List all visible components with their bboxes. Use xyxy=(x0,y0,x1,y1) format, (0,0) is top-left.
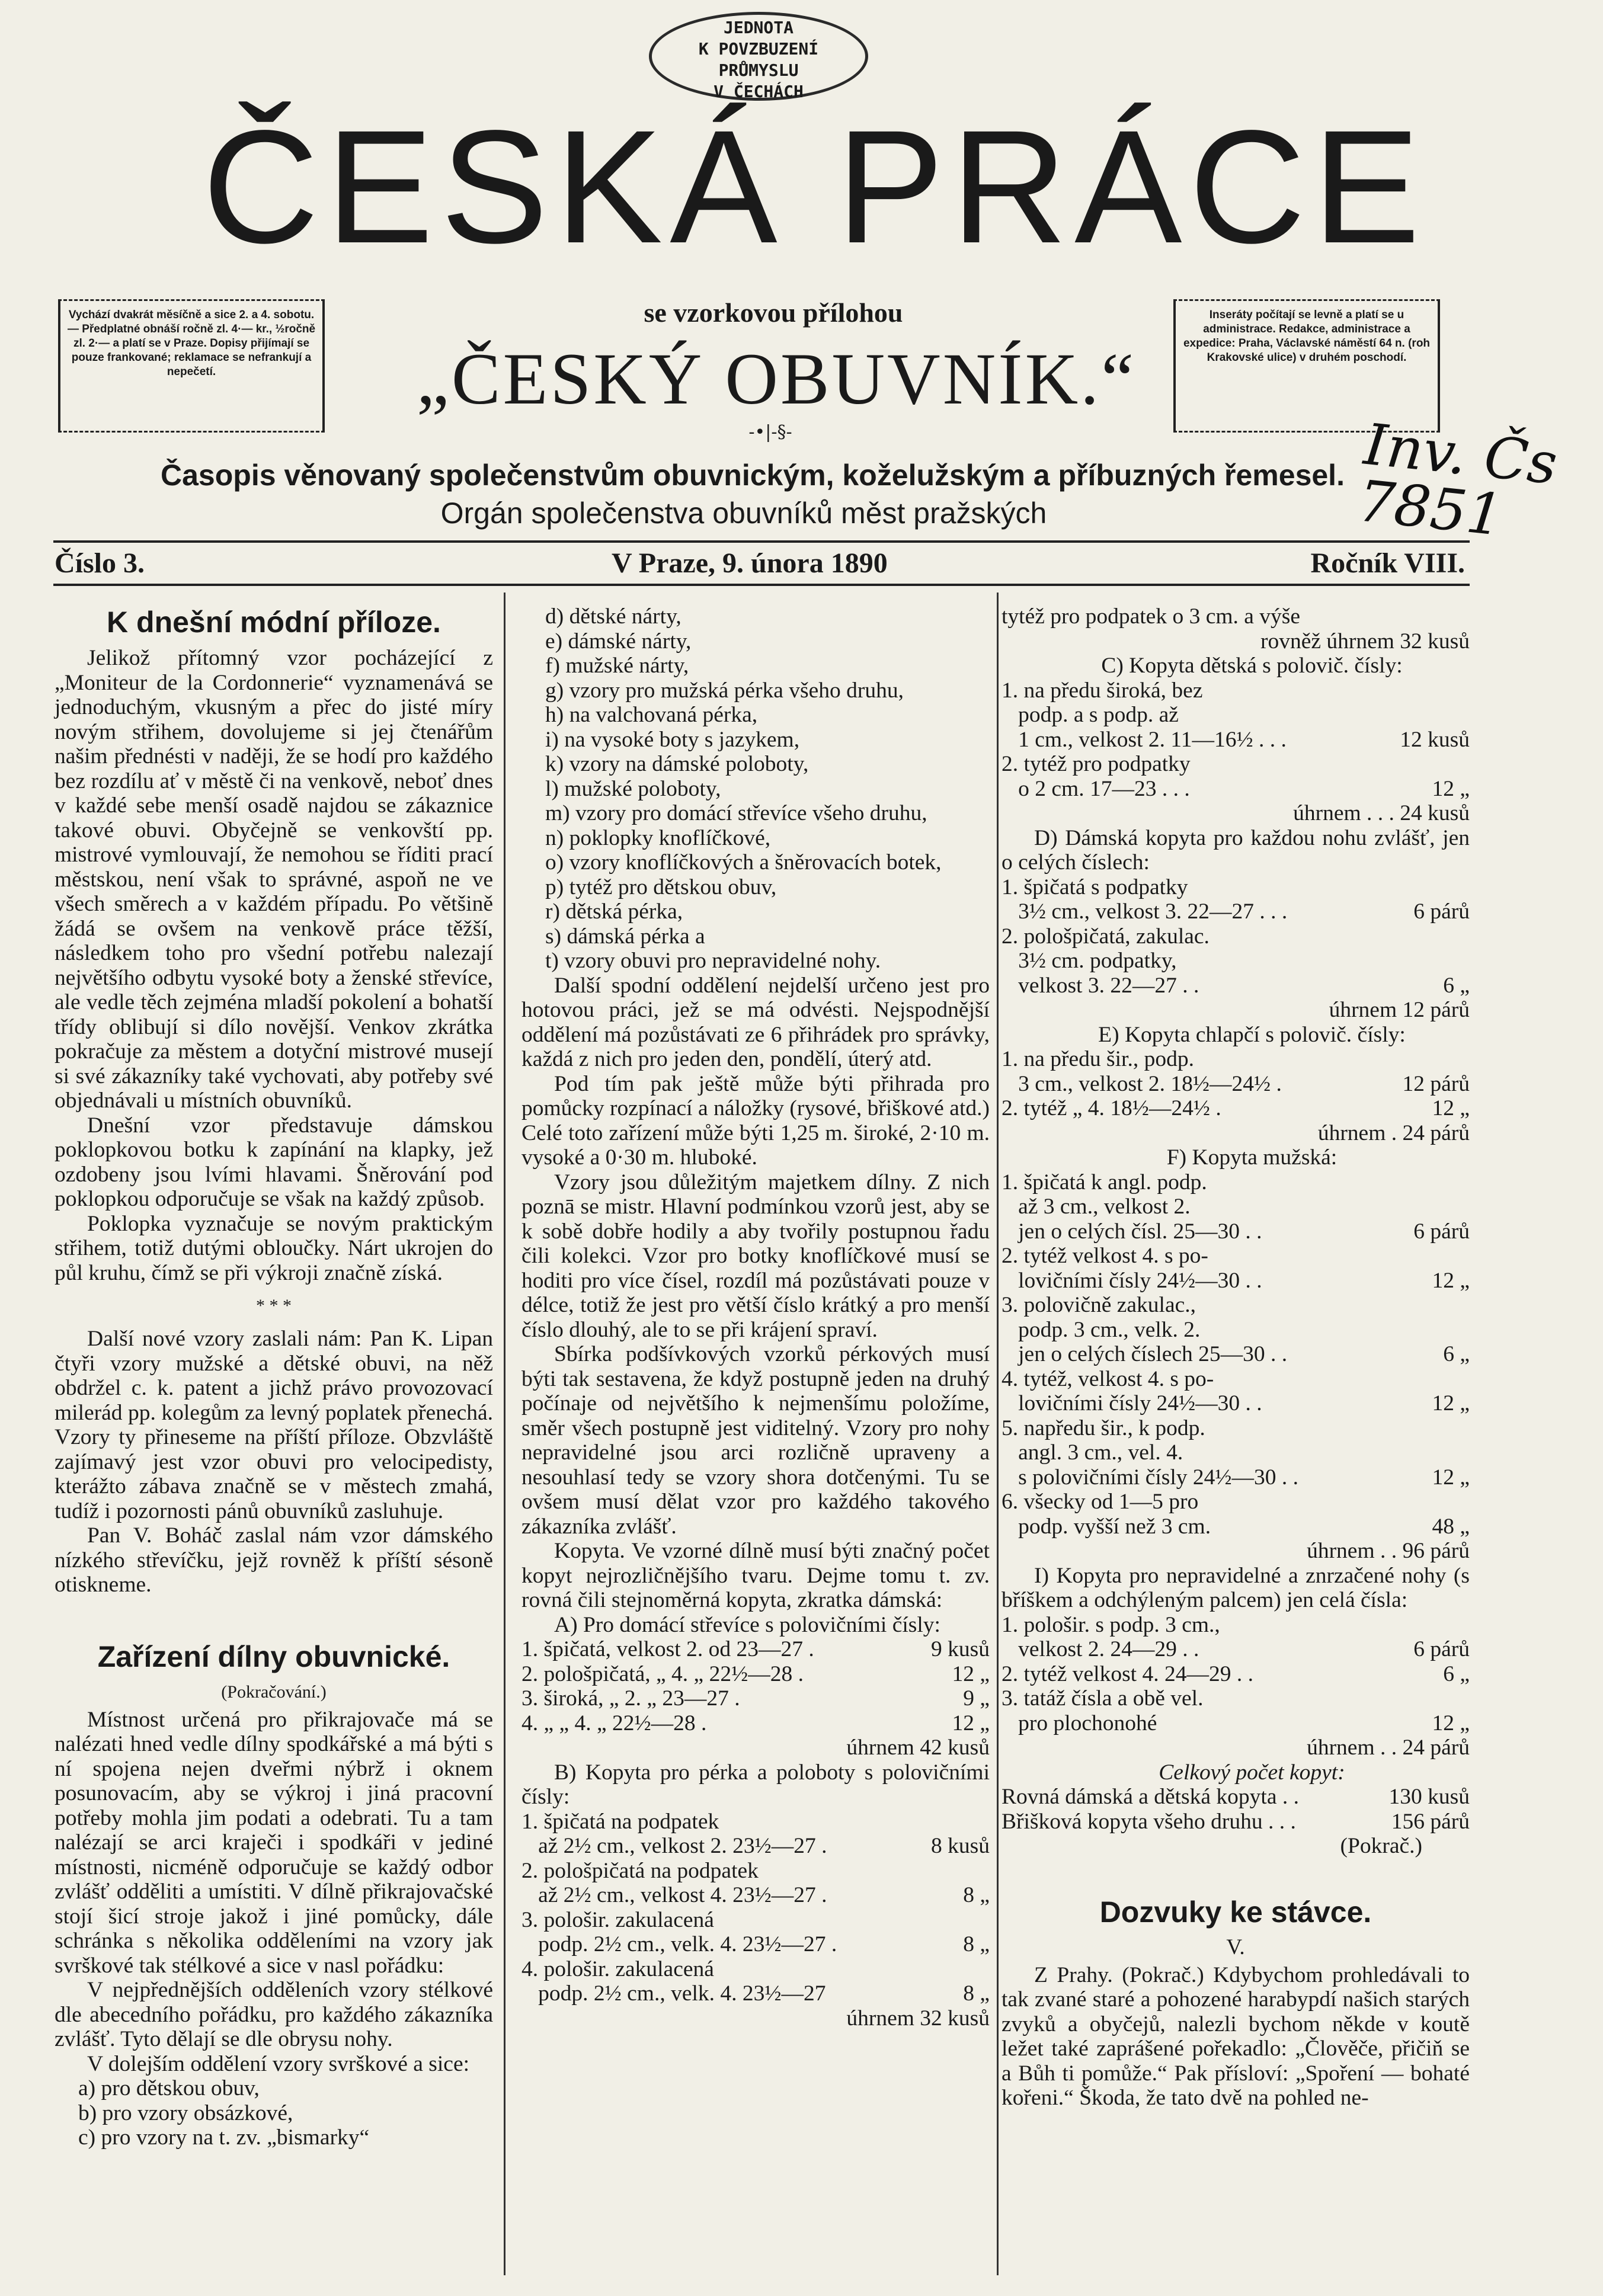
row-quantity xyxy=(1387,1047,1470,1072)
row-quantity xyxy=(1387,924,1470,949)
paragraph: Poklopka vyznačuje se novým praktickým střihem, totiž dutými obloučky. Nárt ukrojen do půl kruhu, čímž se při výkroji značně získá. xyxy=(55,1211,493,1285)
table-row xyxy=(1002,1391,1470,1416)
b-continuation-total: rovněž úhrnem 32 kusů xyxy=(1260,629,1470,654)
issue-year: Ročník VIII. xyxy=(1310,547,1465,579)
row-quantity: 12 párů xyxy=(1402,1071,1470,1096)
row-quantity: 12 „ xyxy=(1432,1711,1470,1735)
paragraph: V dolejším oddělení vzory svrškové a sice: xyxy=(87,2051,470,2076)
total-c: úhrnem . . . 24 kusů xyxy=(1293,801,1470,825)
list-item: a) pro dětskou obuv, xyxy=(78,2076,260,2100)
row-label: velkost 2. 24—29 . . xyxy=(1002,1637,1199,1661)
row-quantity xyxy=(1387,1416,1470,1441)
row-label: 1. špičatá, velkost 2. od 23—27 . xyxy=(521,1637,814,1661)
row-label: 3. tatáž čísla a obě vel. xyxy=(1002,1686,1204,1711)
row-label: angl. 3 cm., vel. 4. xyxy=(1002,1440,1183,1465)
library-stamp xyxy=(649,12,868,101)
b-continuation: tytéž pro podpatek o 3 cm. a výše xyxy=(1002,604,1301,629)
paragraph: Dnešní vzor představuje dámskou poklopkovou botku k zapínání na klapky, jež ozdobeny jsou lvími hlavami. Šněrování pod poklopkou odporučuje se však na každý způsob. xyxy=(55,1113,493,1211)
table-row xyxy=(1002,703,1470,728)
article-heading-strike: Dozvuky ke stávce. xyxy=(1099,1895,1372,1929)
row-label: 1. pološir. s podp. 3 cm., xyxy=(1002,1612,1220,1637)
column-2 xyxy=(521,604,990,2031)
masthead-title: ČESKÁ PRÁCE xyxy=(202,97,1428,277)
row-quantity: 130 kusů xyxy=(1388,1785,1470,1809)
paragraph: Vzory jsou důležitým majetkem dílny. Z nich poznā se mistr. Hlavní podmínkou vzorů jest, aby se k sobě dobře hodily a aby tvořily postupnou řadu čili kolekci. Vzor pro botky knoflíčkové musí se hoditi pro více čísel, rozdíl má pozůstávati pouze v délce, totiž že jest pro větší číslo krátký a pro menší číslo dlouhý, ale to se při krájení spraví. xyxy=(521,1170,990,1342)
row-quantity xyxy=(1387,1293,1470,1318)
paragraph: Další spodní oddělení nejdelší určeno jest pro hotovou práci, jež se má odvésti. Nejspodnější oddělení má pozůstávati ze 6 přihrádek pro správky, každá z nich pro jeden den, pondělí, úterý atd. xyxy=(521,973,990,1071)
row-label: 2. pološpičatá na podpatek xyxy=(521,1858,759,1883)
table-row xyxy=(521,1932,990,1957)
row-quantity xyxy=(1387,1613,1470,1638)
table-row xyxy=(1002,1686,1470,1711)
row-quantity: 6 párů xyxy=(1413,899,1470,924)
total-b: úhrnem 32 kusů xyxy=(846,2006,990,2031)
list-item: l) mužské poloboty, xyxy=(545,776,721,801)
row-label: až 2½ cm., velkost 2. 23½—27 . xyxy=(521,1834,827,1858)
row-quantity: 12 „ xyxy=(1432,1391,1470,1416)
tagline: Časopis věnovaný společenstvům obuvnickým, koželužským a příbuzných řemesel. xyxy=(161,459,1345,492)
row-quantity: 9 „ xyxy=(963,1686,990,1711)
row-label: 1. na předu šir., podp. xyxy=(1002,1047,1194,1071)
stamp-line-3: PRŮMYSLU xyxy=(718,60,799,80)
issue-place-date: V Praze, 9. února 1890 xyxy=(612,547,888,579)
table-row xyxy=(1002,949,1470,974)
table-row xyxy=(1002,728,1470,752)
column-1 xyxy=(55,604,493,2150)
table-row xyxy=(521,1662,990,1687)
ornament-divider: -•|-§- xyxy=(748,422,792,443)
paragraph: Pan V. Boháč zaslal nám vzor dámského nízkého střevíčku, jejž rovněž k příští sésoně otiskneme. xyxy=(55,1523,493,1597)
row-label: velkost 3. 22—27 . . xyxy=(1002,973,1199,998)
list-item: b) pro vzory obsázkové, xyxy=(78,2100,293,2125)
paragraph: Z Prahy. (Pokrač.) Kdybychom prohledávali to tak zvané staré a pohozené harabурdí našich starých zvyků a obyčejů, nalezli bychom někde v koutě ležet také zaprášené pořekadlo: „Člověče, přičiň se a Bůh ti pomůže.“ Pak přísloví: „Spoření — bohaté kořeni.“ Škoda, že tato dvě na pohled ne- xyxy=(1002,1962,1470,2110)
row-quantity: 12 „ xyxy=(1432,1096,1470,1120)
row-label: Rovná dámská a dětská kopyta . . xyxy=(1002,1785,1299,1809)
row-quantity xyxy=(1387,703,1470,728)
list-item: c) pro vzory na t. zv. „bismarky“ xyxy=(78,2125,370,2150)
continuation-mark: (Pokrač.) xyxy=(1340,1834,1422,1858)
row-label: lovičními čísly 24½—30 . . xyxy=(1002,1391,1262,1416)
summary-heading: Celkový počet kopyt: xyxy=(1159,1760,1345,1785)
supplement-title: „ČESKÝ OBUVNÍK.“ xyxy=(416,338,1137,420)
row-label: 2. pološpičatá, zakulac. xyxy=(1002,924,1210,949)
article-heading-fashion: K dnešní módní příloze. xyxy=(107,606,441,639)
row-label: 3. pološir. zakulacená xyxy=(521,1907,714,1932)
list-item: i) na vysoké boty s jazykem, xyxy=(545,727,800,752)
row-quantity xyxy=(1387,1170,1470,1195)
row-label: 3 cm., velkost 2. 18½—24½ . xyxy=(1002,1071,1282,1096)
row-quantity xyxy=(907,1810,990,1834)
table-row xyxy=(1002,1785,1470,1810)
row-label: o 2 cm. 17—23 . . . xyxy=(1002,776,1190,801)
table-row xyxy=(1002,1465,1470,1490)
table-row xyxy=(521,1810,990,1834)
row-quantity: 9 kusů xyxy=(931,1637,990,1661)
row-label: 5. napředu šir., k podp. xyxy=(1002,1416,1205,1440)
row-label: 2. pološpičatá, „ 4. „ 22½—28 . xyxy=(521,1661,804,1686)
list-item: k) vzory na dámské poloboty, xyxy=(545,752,809,776)
row-quantity xyxy=(907,1859,990,1884)
table-row xyxy=(1002,1293,1470,1318)
header-rule-bottom xyxy=(53,584,1470,586)
table-row xyxy=(1002,1637,1470,1662)
row-quantity: 12 „ xyxy=(1432,776,1470,801)
table-row xyxy=(1002,899,1470,924)
section-stars: * * * xyxy=(256,1296,292,1315)
row-label: jen o celých číslech 25—30 . . xyxy=(1002,1342,1288,1366)
table-row xyxy=(1002,1416,1470,1441)
row-label: 3. široká, „ 2. „ 23—27 . xyxy=(521,1686,740,1711)
row-label: 1. špičatá s podpatky xyxy=(1002,875,1188,899)
row-quantity xyxy=(907,1957,990,1982)
section-heading-d: D) Dámská kopyta pro každou nohu zvlášť, jen o celých číslech: xyxy=(1002,825,1470,875)
row-label: 4. „ „ 4. „ 22½—28 . xyxy=(521,1711,707,1735)
paragraph: Další nové vzory zaslali nám: Pan K. Lipan čtyři vzory mužské a dětské obuvi, na něž obdržel c. k. patent a jichž právo provozovací milerád pp. kolegům za levný poplatek přenechá. Vzory ty přineseme na příští příloze. Obzvláště zajímavý jest vzor obuvi pro velocipedisty, kterážto zábava značně se v městech zmahá, tudíž i pozornosti pánů obuvníků zasluhuje. xyxy=(55,1327,493,1523)
table-e xyxy=(1002,1047,1470,1121)
row-quantity: 6 párů xyxy=(1413,1219,1470,1244)
section-heading-i: I) Kopyta pro nepravidelné a znrzačené nohy (s bříškem a odchýleným palcem) jen celá čísla: xyxy=(1002,1563,1470,1612)
row-label: podp. vyšší než 3 cm. xyxy=(1002,1514,1211,1539)
row-quantity: 6 párů xyxy=(1413,1637,1470,1661)
table-row xyxy=(1002,924,1470,949)
row-quantity xyxy=(1387,1244,1470,1269)
section-heading-c: C) Kopyta dětská s polovič. čísly: xyxy=(1101,654,1403,678)
list-item: h) na valchovaná pérka, xyxy=(545,703,758,727)
row-label: Břišková kopyta všeho druhu . . . xyxy=(1002,1809,1296,1834)
row-quantity xyxy=(1387,1318,1470,1343)
row-label: 3½ cm., velkost 3. 22—27 . . . xyxy=(1002,899,1288,924)
list-item: m) vzory pro domácí střevíce všeho druhu, xyxy=(545,801,927,825)
table-row xyxy=(521,1981,990,2006)
issue-number: Číslo 3. xyxy=(55,547,145,579)
table-row xyxy=(1002,875,1470,900)
section-heading-b: B) Kopyta pro pérka a poloboty s polovičními čísly: xyxy=(521,1760,990,1809)
column-rule-2 xyxy=(997,593,999,2275)
article-roman-numeral: V. xyxy=(1226,1935,1245,1959)
row-quantity xyxy=(1387,1195,1470,1219)
row-label: podp. 2½ cm., velk. 4. 23½—27 . xyxy=(521,1932,837,1956)
table-row xyxy=(1002,1613,1470,1638)
row-label: 2. tytéž velkost 4. s po- xyxy=(1002,1244,1208,1268)
row-label: 4. tytéž, velkost 4. s po- xyxy=(1002,1366,1214,1391)
table-row xyxy=(1002,777,1470,802)
table-row xyxy=(521,1711,990,1736)
list-item: s) dámská pérka a xyxy=(545,924,705,949)
table-f xyxy=(1002,1170,1470,1539)
table-row xyxy=(1002,1490,1470,1514)
row-quantity xyxy=(1387,949,1470,974)
table-row xyxy=(1002,1440,1470,1465)
paragraph: Kopyta. Ve vzorné dílně musí býti značný počet kopyt nejrozličnějšího tvaru. Dejme tomu t. zv. rovná čili stejnoměrná kopyta, zkratka dámská: xyxy=(521,1539,990,1612)
list-item: t) vzory obuvi pro nepravidelné nohy. xyxy=(545,949,881,973)
table-row xyxy=(1002,1244,1470,1269)
article-heading-workshop: Zařízení dílny obuvnické. xyxy=(97,1639,450,1673)
row-quantity xyxy=(1387,1490,1470,1514)
table-row xyxy=(1002,1047,1470,1072)
table-row xyxy=(1002,1711,1470,1736)
total-d: úhrnem 12 párů xyxy=(1329,998,1470,1022)
row-quantity: 156 párů xyxy=(1391,1809,1470,1834)
list-item: r) dětská pérka, xyxy=(545,899,683,924)
row-label: 6. všecky od 1—5 pro xyxy=(1002,1490,1199,1514)
table-row xyxy=(521,1637,990,1662)
summary-table xyxy=(1002,1785,1470,1834)
row-quantity: 12 „ xyxy=(1432,1465,1470,1490)
table-row xyxy=(1002,678,1470,703)
row-label: 3½ cm. podpatky, xyxy=(1002,949,1177,973)
row-label: až 3 cm., velkost 2. xyxy=(1002,1195,1191,1219)
row-label: 1. na předu široká, bez xyxy=(1002,678,1203,703)
section-heading-a: A) Pro domácí střevíce s polovičními čísly: xyxy=(554,1612,940,1637)
row-label: 2. tytéž pro podpatky xyxy=(1002,752,1191,776)
table-row xyxy=(1002,1219,1470,1244)
section-heading-e: E) Kopyta chlapčí s polovič. čísly: xyxy=(1098,1022,1406,1047)
supplement-line: se vzorkovou přílohou xyxy=(644,297,903,328)
row-label: 3. polovičně zakulac., xyxy=(1002,1293,1196,1317)
table-row xyxy=(1002,1514,1470,1539)
table-row xyxy=(1002,1195,1470,1219)
stamp-line-4: V ČECHÁCH xyxy=(713,82,804,101)
row-label: 2. tytéž velkost 4. 24—29 . . xyxy=(1002,1661,1253,1686)
total-f: úhrnem . . 96 párů xyxy=(1307,1539,1470,1563)
organ-line: Orgán společenstva obuvníků měst pražských xyxy=(440,497,1047,530)
row-quantity xyxy=(1387,752,1470,777)
table-d xyxy=(1002,875,1470,998)
column-rule-1 xyxy=(504,593,505,2275)
paragraph: V nejpřednějších odděleních vzory stélkové dle abecedního pořádku, pro každého zákazníka zvlášť. Tyto dělají se dle obrysu nohy. xyxy=(55,1978,493,2051)
row-label: pro plochonohé xyxy=(1002,1711,1157,1735)
table-row xyxy=(521,1859,990,1884)
list-item: p) tytéž pro dětskou obuv, xyxy=(545,875,777,899)
table-i xyxy=(1002,1613,1470,1736)
row-quantity: 6 „ xyxy=(1443,1342,1470,1366)
continuation-note: (Pokračování.) xyxy=(221,1682,327,1702)
row-label: 4. pološir. zakulacená xyxy=(521,1956,714,1981)
column-3 xyxy=(1002,604,1470,2111)
row-quantity: 12 „ xyxy=(952,1711,990,1735)
paragraph: Sbírka podšívkových vzorků pérkových musí býti tak sestavena, že když postupně jeden na druhý počínaje od největšího k nejmenšímu položíme, směr všech postupně jest viditelný. Vzory pro nohy nepravidelné jsou arci rozličně upraveny a nesouhlasí tedy se vzory shora dotčenými. Tu se ovšem musí dělat vzor pro každého takového zákazníka zvlášť. xyxy=(521,1342,990,1539)
row-quantity: 8 kusů xyxy=(931,1834,990,1858)
list-item: e) dámské nárty, xyxy=(545,629,692,654)
inventory-number: Inv. Čs 7851 xyxy=(1355,411,1560,549)
table-row xyxy=(1002,1318,1470,1343)
paragraph: Pod tím pak ještě může býti přihrada pro pomůcky rozpínací a náložky (rysové, břiškové atd.) Celé toto zařízení může býti 1,25 m. široké, 2·10 m. vysoké a 0·30 m. hluboké. xyxy=(521,1071,990,1170)
row-quantity xyxy=(907,1908,990,1933)
issue-bar xyxy=(55,546,1465,581)
table-row xyxy=(1002,1096,1470,1121)
paragraph: Jelikož přítomný vzor pocházející z „Moniteur de la Cordonnerie“ vyznamenává se jednoduchým, vkusným a přec do jisté míry novým střihem, dovolujeme si jej čtenářům našim přednésti v naději, že se hodí pro každého bez rozdílu ať v městě či na venkově, neboť dnes v každé sebe menší osadě najdou se zákaznice takové obuvi. Obyčejně se venkovští pp. mistrové vymlouvají, že nemohou se říditi prací městskou, není však to správné, aspoň ne ve všech směrech a v každém případu. Po většině žádá se ovšem na venkově práce těžší, následkem toho pro všední potřebu nalezají největšího odbytu vysoké boty a ženské střevíce, ale vedle těch zejména mladší pokolení a bohatší třídy oblibují si dílo novější. Venkov zkrátka pokračuje za městem a dotyční mistrové musejí si své zákazníky také vychovati, aby potřeby své objednávali u místních obuvníků. xyxy=(55,646,493,1113)
table-c xyxy=(1002,678,1470,802)
row-quantity: 6 „ xyxy=(1443,973,1470,998)
table-b xyxy=(521,1810,990,2006)
table-row xyxy=(521,1834,990,1859)
row-label: 1. špičatá na podpatek xyxy=(521,1809,719,1834)
row-quantity: 12 kusů xyxy=(1400,727,1470,752)
list-item: g) vzory pro mužská pérka všeho druhu, xyxy=(545,678,904,703)
row-label: podp. 3 cm., velk. 2. xyxy=(1002,1317,1201,1342)
total-a: úhrnem 42 kusů xyxy=(846,1735,990,1760)
total-e: úhrnem . 24 párů xyxy=(1317,1120,1470,1145)
header-rule-top xyxy=(53,540,1470,543)
row-quantity xyxy=(1387,1440,1470,1465)
table-row xyxy=(1002,974,1470,998)
table-row xyxy=(521,1883,990,1908)
table-a xyxy=(521,1637,990,1735)
row-quantity xyxy=(1387,1367,1470,1392)
row-quantity: 48 „ xyxy=(1432,1514,1470,1539)
stamp-line-2: K POVZBUZENÍ xyxy=(698,39,819,59)
row-quantity xyxy=(1387,875,1470,900)
table-row xyxy=(521,1686,990,1711)
table-row xyxy=(1002,1072,1470,1097)
advertising-info-box: Inseráty počítají se levně a platí se u administrace. Redakce, administrace a expedice: Praha, Václavské náměstí 64 n. (roh Krakovské ulice) v druhém poschodí. xyxy=(1173,299,1440,433)
row-label: lovičními čísly 24½—30 . . xyxy=(1002,1268,1262,1293)
row-label: podp. 2½ cm., velk. 4. 23½—27 xyxy=(521,1981,826,2006)
list-item: n) poklopky knoflíčkové, xyxy=(545,825,771,850)
table-row xyxy=(1002,1662,1470,1687)
subscription-info-box: Vychází dvakrát měsíčně a sice 2. a 4. sobotu. — Předplatné obnáší ročně zl. 4·— kr., ½ročně zl. 2·— a platí se v Praze. Dopisy přijímají se pouze frankované; reklamace se nefrankují a nepečetí. xyxy=(58,299,325,433)
table-row xyxy=(1002,752,1470,777)
table-row xyxy=(1002,1342,1470,1367)
table-row xyxy=(1002,1269,1470,1293)
row-quantity: 8 „ xyxy=(963,1981,990,2006)
row-label: podp. a s podp. až xyxy=(1002,703,1179,727)
table-row xyxy=(521,1908,990,1933)
list-item: o) vzory knoflíčkových a šněrovacích botek, xyxy=(545,850,942,875)
row-quantity: 6 „ xyxy=(1443,1661,1470,1686)
row-quantity: 12 „ xyxy=(952,1661,990,1686)
table-row xyxy=(1002,1810,1470,1834)
row-label: 1. špičatá k angl. podp. xyxy=(1002,1170,1207,1195)
row-label: až 2½ cm., velkost 4. 23½—27 . xyxy=(521,1883,827,1907)
row-quantity: 8 „ xyxy=(963,1932,990,1956)
list-item: d) dětské nárty, xyxy=(545,604,681,629)
row-quantity xyxy=(1387,1686,1470,1711)
stamp-line-1: JEDNOTA xyxy=(723,18,793,37)
row-label: jen o celých čísl. 25—30 . . xyxy=(1002,1219,1262,1244)
row-quantity: 8 „ xyxy=(963,1883,990,1907)
list-item: f) mužské nárty, xyxy=(545,654,689,678)
row-quantity: 12 „ xyxy=(1432,1268,1470,1293)
table-row xyxy=(521,1957,990,1982)
row-quantity xyxy=(1387,678,1470,703)
total-i: úhrnem . . 24 párů xyxy=(1307,1735,1470,1760)
paragraph: Místnost určená pro přikrajovače má se nalézati hned vedle dílny spodkářské a má býti s ní spojena nejen dveřmi nýbrž i oknem posunovacím, aby se výkroj i jiná pracovní potřeby mohla jim podati a odebrati. Tu a tam nalézají se arci kraječi i spodkáři v jediné místnosti, nicméně odporučuje se každý odbor zvlášť odděliti a umístiti. V dílně přikrajovačské stojí šicí stroje jakož i jiné pomůcky, dále schránka s několika odděleními na vzory jak svrškové tak stélkové a sice v nasl pořádku: xyxy=(55,1707,493,1978)
row-label: s polovičními čísly 24½—30 . . xyxy=(1002,1465,1299,1490)
table-row xyxy=(1002,1170,1470,1195)
row-label: 1 cm., velkost 2. 11—16½ . . . xyxy=(1002,727,1287,752)
row-label: 2. tytéž „ 4. 18½—24½ . xyxy=(1002,1096,1221,1120)
section-heading-f: F) Kopyta mužská: xyxy=(1166,1145,1338,1170)
table-row xyxy=(1002,1367,1470,1392)
